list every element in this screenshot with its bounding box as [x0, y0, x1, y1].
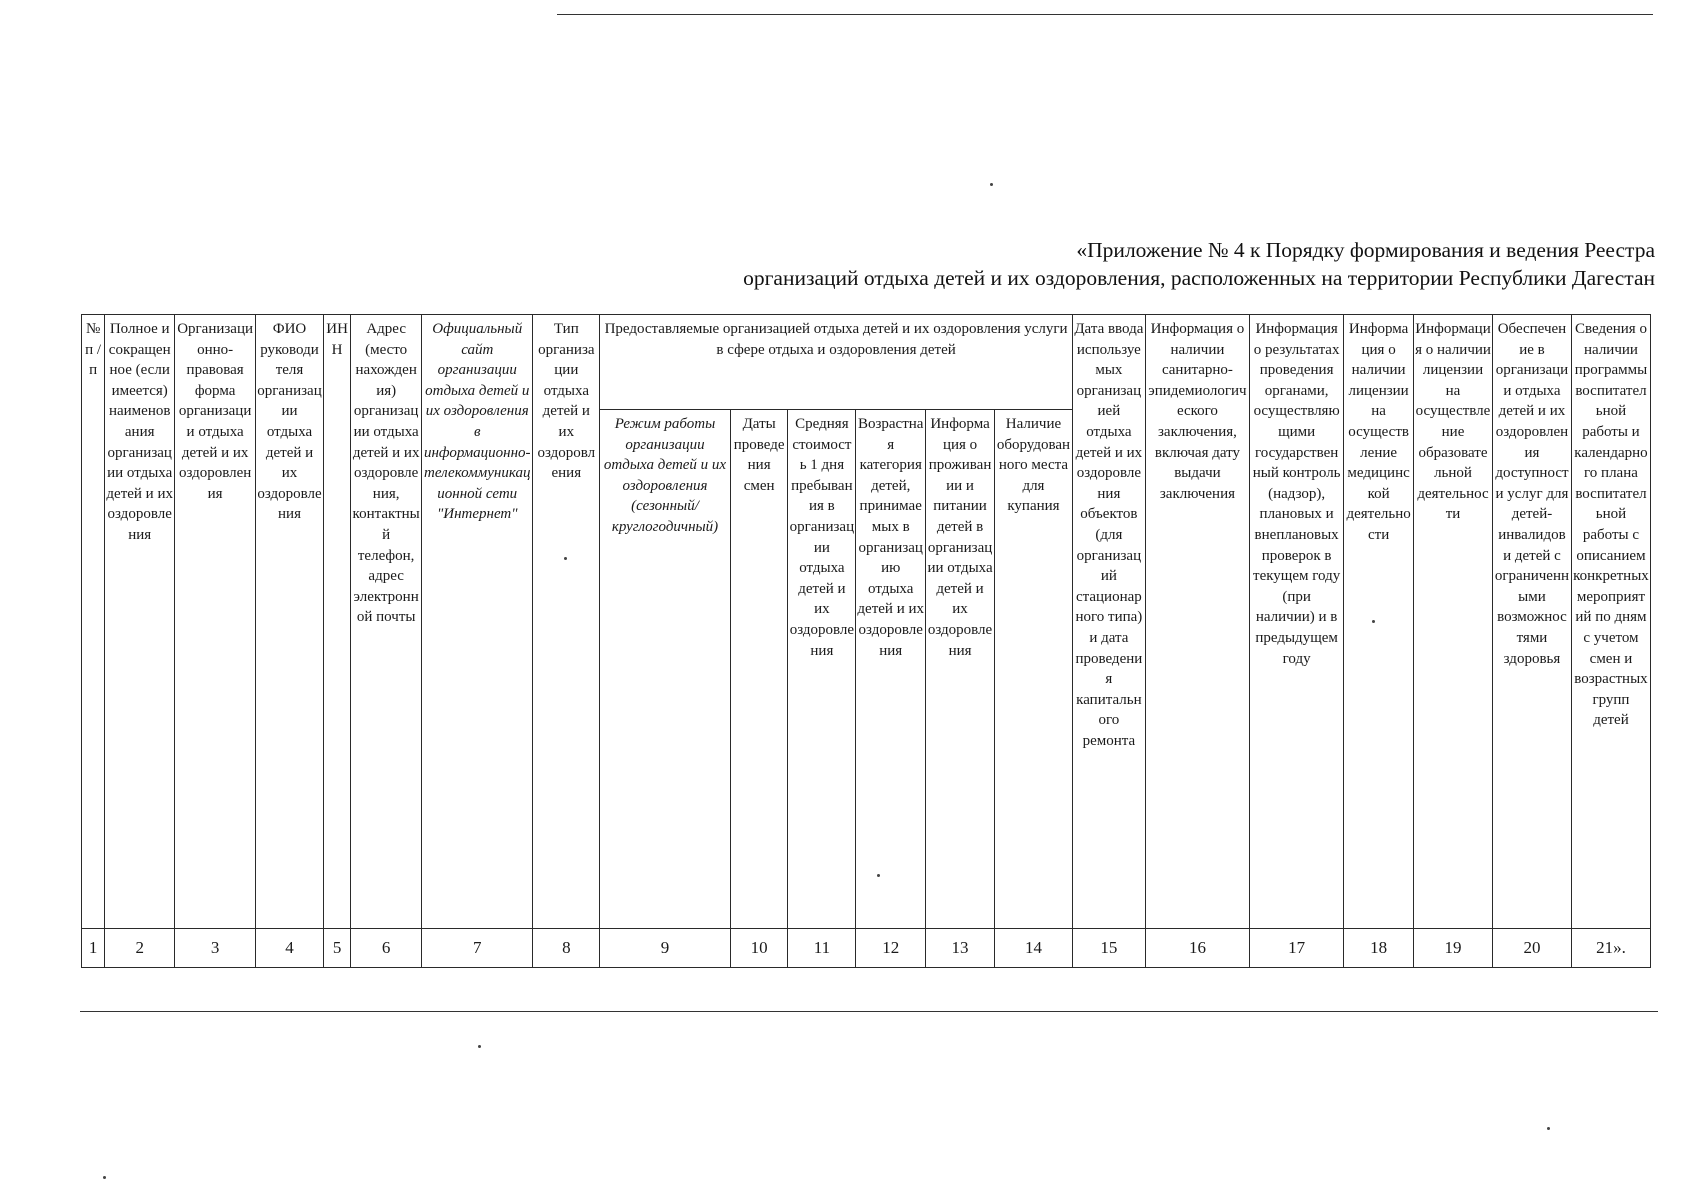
column-number-row [82, 929, 1651, 968]
col-header-20: Обеспечение в организации отдыха детей и их оздоровления доступности услуг для детей-инвалидов и детей с ограниченными возможностями здоровья [1492, 315, 1571, 929]
col-header-2: Полное и сокращенное (если имеется) наименования организации отдыха детей и их оздоровления [105, 315, 175, 929]
heading-line-2: организаций отдыха детей и их оздоровления, расположенных на территории Республики Дагестан [743, 266, 1655, 290]
col-header-13: Информация о проживании и питании детей в организации отдыха детей и их оздоровления [926, 410, 995, 929]
column-number: 14 [994, 929, 1072, 968]
column-number: 8 [533, 929, 600, 968]
column-number: 3 [175, 929, 256, 968]
col-header-21: Сведения о наличии программы воспитательной работы и календарного плана воспитательной работы с описанием конкретных мероприятий по дням с учетом смен и возрастных групп детей [1571, 315, 1650, 929]
column-number: 17 [1250, 929, 1344, 968]
scan-speck [478, 1045, 481, 1048]
column-number: 6 [351, 929, 422, 968]
col-header-1: № п / п [82, 315, 105, 929]
scan-speck [1547, 1127, 1550, 1130]
column-number: 21». [1571, 929, 1650, 968]
col-header-8: Тип организации отдыха детей и их оздоровления [533, 315, 600, 929]
registry-table [81, 314, 1651, 968]
col-header-10: Даты проведения смен [730, 410, 788, 929]
col-header-4: ФИО руководителя организации отдыха детей и их оздоровления [256, 315, 324, 929]
column-number: 7 [422, 929, 533, 968]
col-header-17: Информация о результатах проведения органами, осуществляющими государственный контроль (надзор), плановых и внеплановых проверок в текущем году (при наличии) и в предыдущем году [1250, 315, 1344, 929]
col-header-14: Наличие оборудованного места для купания [994, 410, 1072, 929]
column-number: 2 [105, 929, 175, 968]
top-rule [557, 14, 1653, 15]
column-number: 15 [1072, 929, 1145, 968]
col-header-19: Информация о наличии лицензии на осуществление образовательной деятельности [1414, 315, 1493, 929]
column-number: 9 [600, 929, 731, 968]
col-header-15: Дата ввода используемых организацией отдыха детей и их оздоровления объектов (для организаций стационарного типа) и дата проведения капитального ремонта [1072, 315, 1145, 929]
column-number: 4 [256, 929, 324, 968]
column-number: 13 [926, 929, 995, 968]
column-number: 5 [323, 929, 350, 968]
column-number: 16 [1145, 929, 1249, 968]
column-number: 10 [730, 929, 788, 968]
col-header-6: Адрес (место нахождения) организации отдыха детей и их оздоровления, контактный телефон, адрес электронной почты [351, 315, 422, 929]
scan-speck [564, 557, 567, 560]
services-group-header: Предоставляемые организацией отдыха детей и их оздоровления услуги в сфере отдыха и оздоровления детей [600, 315, 1073, 410]
column-number: 12 [856, 929, 926, 968]
column-number: 20 [1492, 929, 1571, 968]
heading-line-1: «Приложение № 4 к Порядку формирования и ведения Реестра [1076, 238, 1655, 262]
bottom-rule [80, 1011, 1658, 1012]
scan-speck [103, 1176, 106, 1179]
column-number: 1 [82, 929, 105, 968]
col-header-11: Средняя стоимость 1 дня пребывания в организации отдыха детей и их оздоровления [788, 410, 856, 929]
col-header-5: ИНН [323, 315, 350, 929]
col-header-9: Режим работы организации отдыха детей и их оздоровления (сезонный/круглогодичный) [600, 410, 731, 929]
column-number: 18 [1344, 929, 1414, 968]
col-header-18: Информация о наличии лицензии на осуществление медицинской деятельности [1344, 315, 1414, 929]
col-header-12: Возрастная категория детей, принимаемых в организацию отдыха детей и их оздоровления [856, 410, 926, 929]
col-header-3: Организационно-правовая форма организации отдыха детей и их оздоровления [175, 315, 256, 929]
scan-speck [1372, 620, 1375, 623]
col-header-7: Официальный сайт организации отдыха детей и их оздоровления в информационно-телекоммуникационной сети "Интернет" [422, 315, 533, 929]
column-number: 11 [788, 929, 856, 968]
column-number: 19 [1414, 929, 1493, 968]
col-header-16: Информация о наличии санитарно-эпидемиологического заключения, включая дату выдачи заключения [1145, 315, 1249, 929]
scan-speck [990, 183, 993, 186]
scan-speck [877, 874, 880, 877]
document-heading [743, 236, 1655, 292]
